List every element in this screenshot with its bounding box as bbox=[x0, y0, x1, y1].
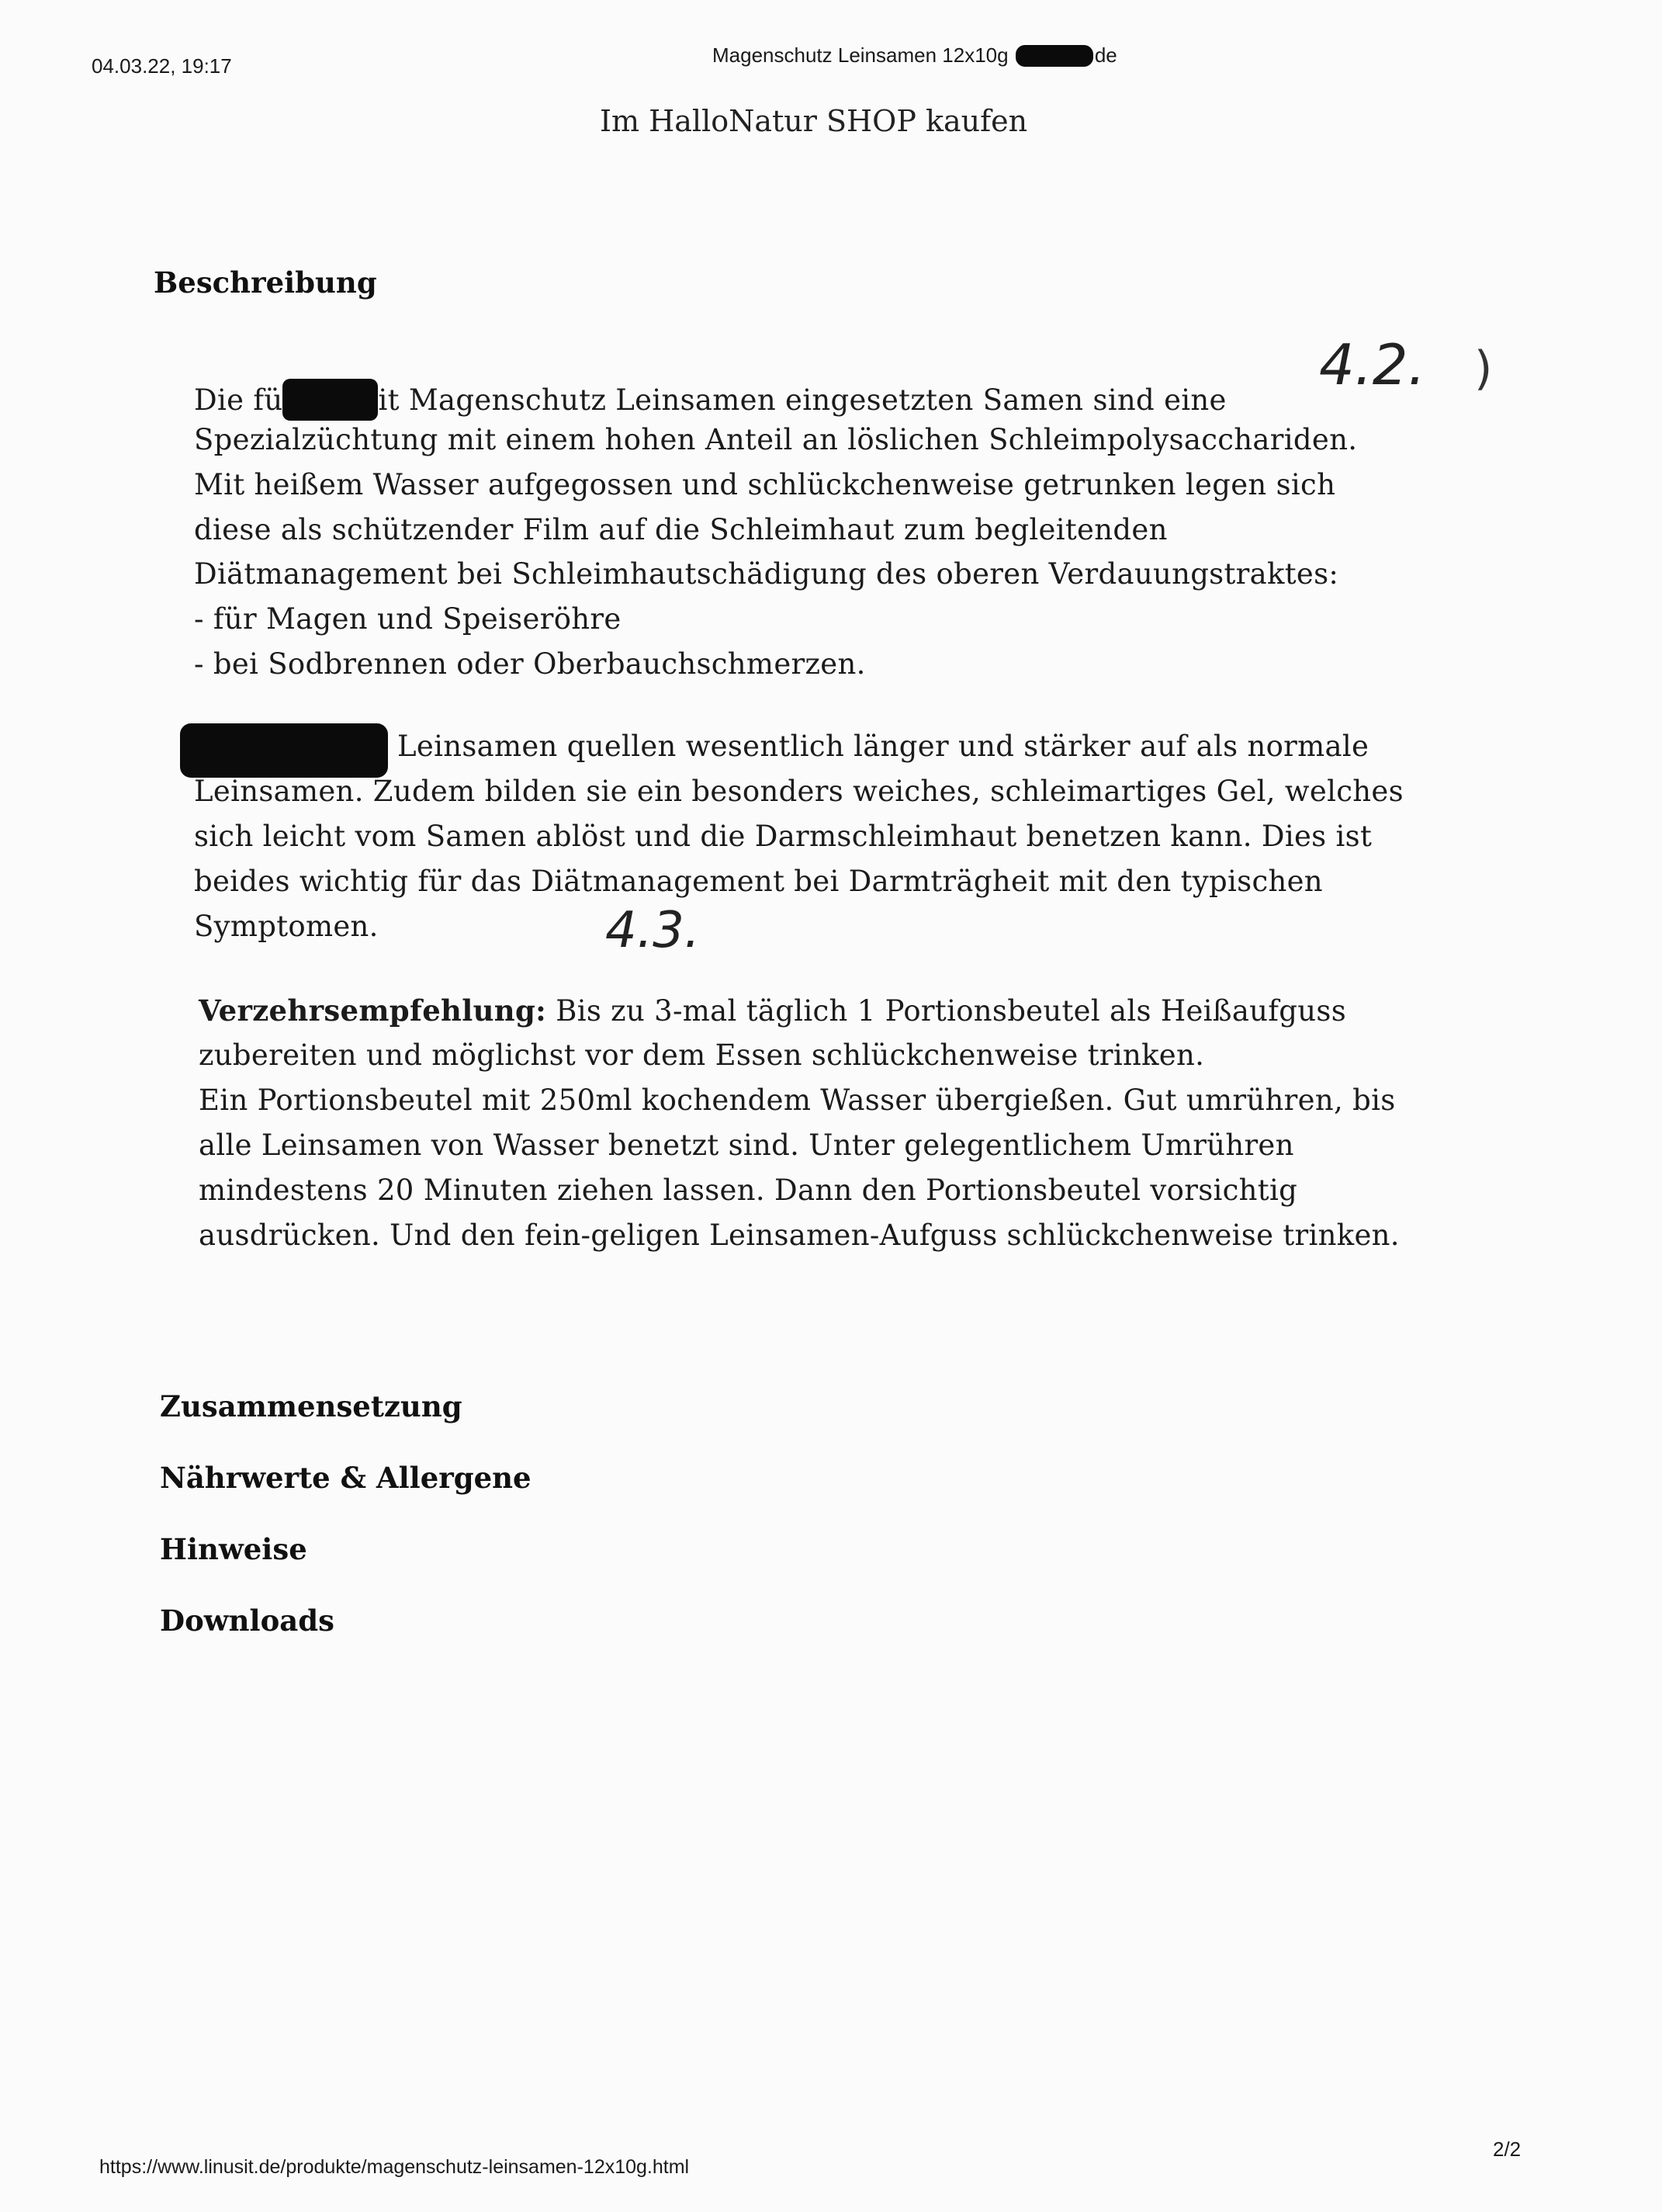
text-line: Die fü it Magenschutz Leinsamen eingesetzten Samen sind eine bbox=[194, 379, 1227, 421]
text-line: alle Leinsamen von Wasser benetzt sind. Unter gelegentlichem Umrühren bbox=[199, 1129, 1294, 1162]
section-naehrwerte-allergene[interactable]: Nährwerte & Allergene bbox=[160, 1461, 531, 1495]
handwritten-annotation: 4.3. bbox=[605, 902, 701, 959]
print-page-title bbox=[712, 43, 1117, 68]
redaction-bar bbox=[180, 723, 388, 778]
text-line: sich leicht vom Samen ablöst und die Darmschleimhaut benetzen kann. Dies ist bbox=[194, 820, 1373, 853]
redaction-bar bbox=[282, 379, 378, 421]
section-zusammensetzung[interactable]: Zusammensetzung bbox=[160, 1389, 462, 1423]
text-line: zubereiten und möglichst vor dem Essen schlückchenweise trinken. bbox=[199, 1038, 1205, 1072]
handwritten-annotation: 4.2. bbox=[1319, 332, 1426, 397]
description-heading: Beschreibung bbox=[154, 265, 377, 300]
text-line: mindestens 20 Minuten ziehen lassen. Dann den Portionsbeutel vorsichtig bbox=[199, 1174, 1298, 1207]
redaction-bar bbox=[1016, 45, 1093, 67]
print-datetime: 04.03.22, 19:17 bbox=[92, 54, 232, 78]
text-line: Symptomen. bbox=[194, 910, 379, 943]
print-page-number: 2/2 bbox=[1493, 2137, 1522, 2161]
shop-link[interactable]: Im HalloNatur SHOP kaufen bbox=[600, 104, 1028, 138]
page-title-suffix: de bbox=[1094, 43, 1117, 67]
text-line: Verzehrsempfehlung: Bis zu 3-mal täglich 1 Portionsbeutel als Heißaufguss bbox=[199, 993, 1346, 1028]
text-line: Leinsamen quellen wesentlich länger und stärker auf als normale bbox=[397, 730, 1369, 763]
print-footer-url: https://www.linusit.de/produkte/magenschutz-leinsamen-12x10g.html bbox=[99, 2156, 690, 2178]
handwritten-bracket: ) bbox=[1474, 342, 1493, 396]
recommendation-label: Verzehrsempfehlung: bbox=[199, 993, 547, 1028]
text-line: - für Magen und Speiseröhre bbox=[194, 602, 622, 636]
text-line: beides wichtig für das Diätmanagement bei Darmträgheit mit den typischen bbox=[194, 865, 1323, 898]
text-line: Ein Portionsbeutel mit 250ml kochendem Wasser übergießen. Gut umrühren, bis bbox=[199, 1083, 1396, 1117]
text-line: ausdrücken. Und den fein-geligen Leinsamen-Aufguss schlückchenweise trinken. bbox=[199, 1219, 1400, 1252]
text-line: Leinsamen. Zudem bilden sie ein besonders weiches, schleimartiges Gel, welches bbox=[194, 775, 1404, 808]
page-title-prefix: Magenschutz Leinsamen 12x10g bbox=[712, 43, 1009, 67]
text-line: diese als schützender Film auf die Schleimhaut zum begleitenden bbox=[194, 513, 1168, 546]
text-line: Spezialzüchtung mit einem hohen Anteil an löslichen Schleimpolysacchariden. bbox=[194, 423, 1358, 456]
text-line: - bei Sodbrennen oder Oberbauchschmerzen. bbox=[194, 647, 866, 681]
section-downloads[interactable]: Downloads bbox=[160, 1604, 334, 1638]
section-hinweise[interactable]: Hinweise bbox=[160, 1532, 307, 1566]
text-line: Diätmanagement bei Schleimhautschädigung des oberen Verdauungstraktes: bbox=[194, 557, 1339, 591]
text-line: Mit heißem Wasser aufgegossen und schlückchenweise getrunken legen sich bbox=[194, 468, 1336, 501]
